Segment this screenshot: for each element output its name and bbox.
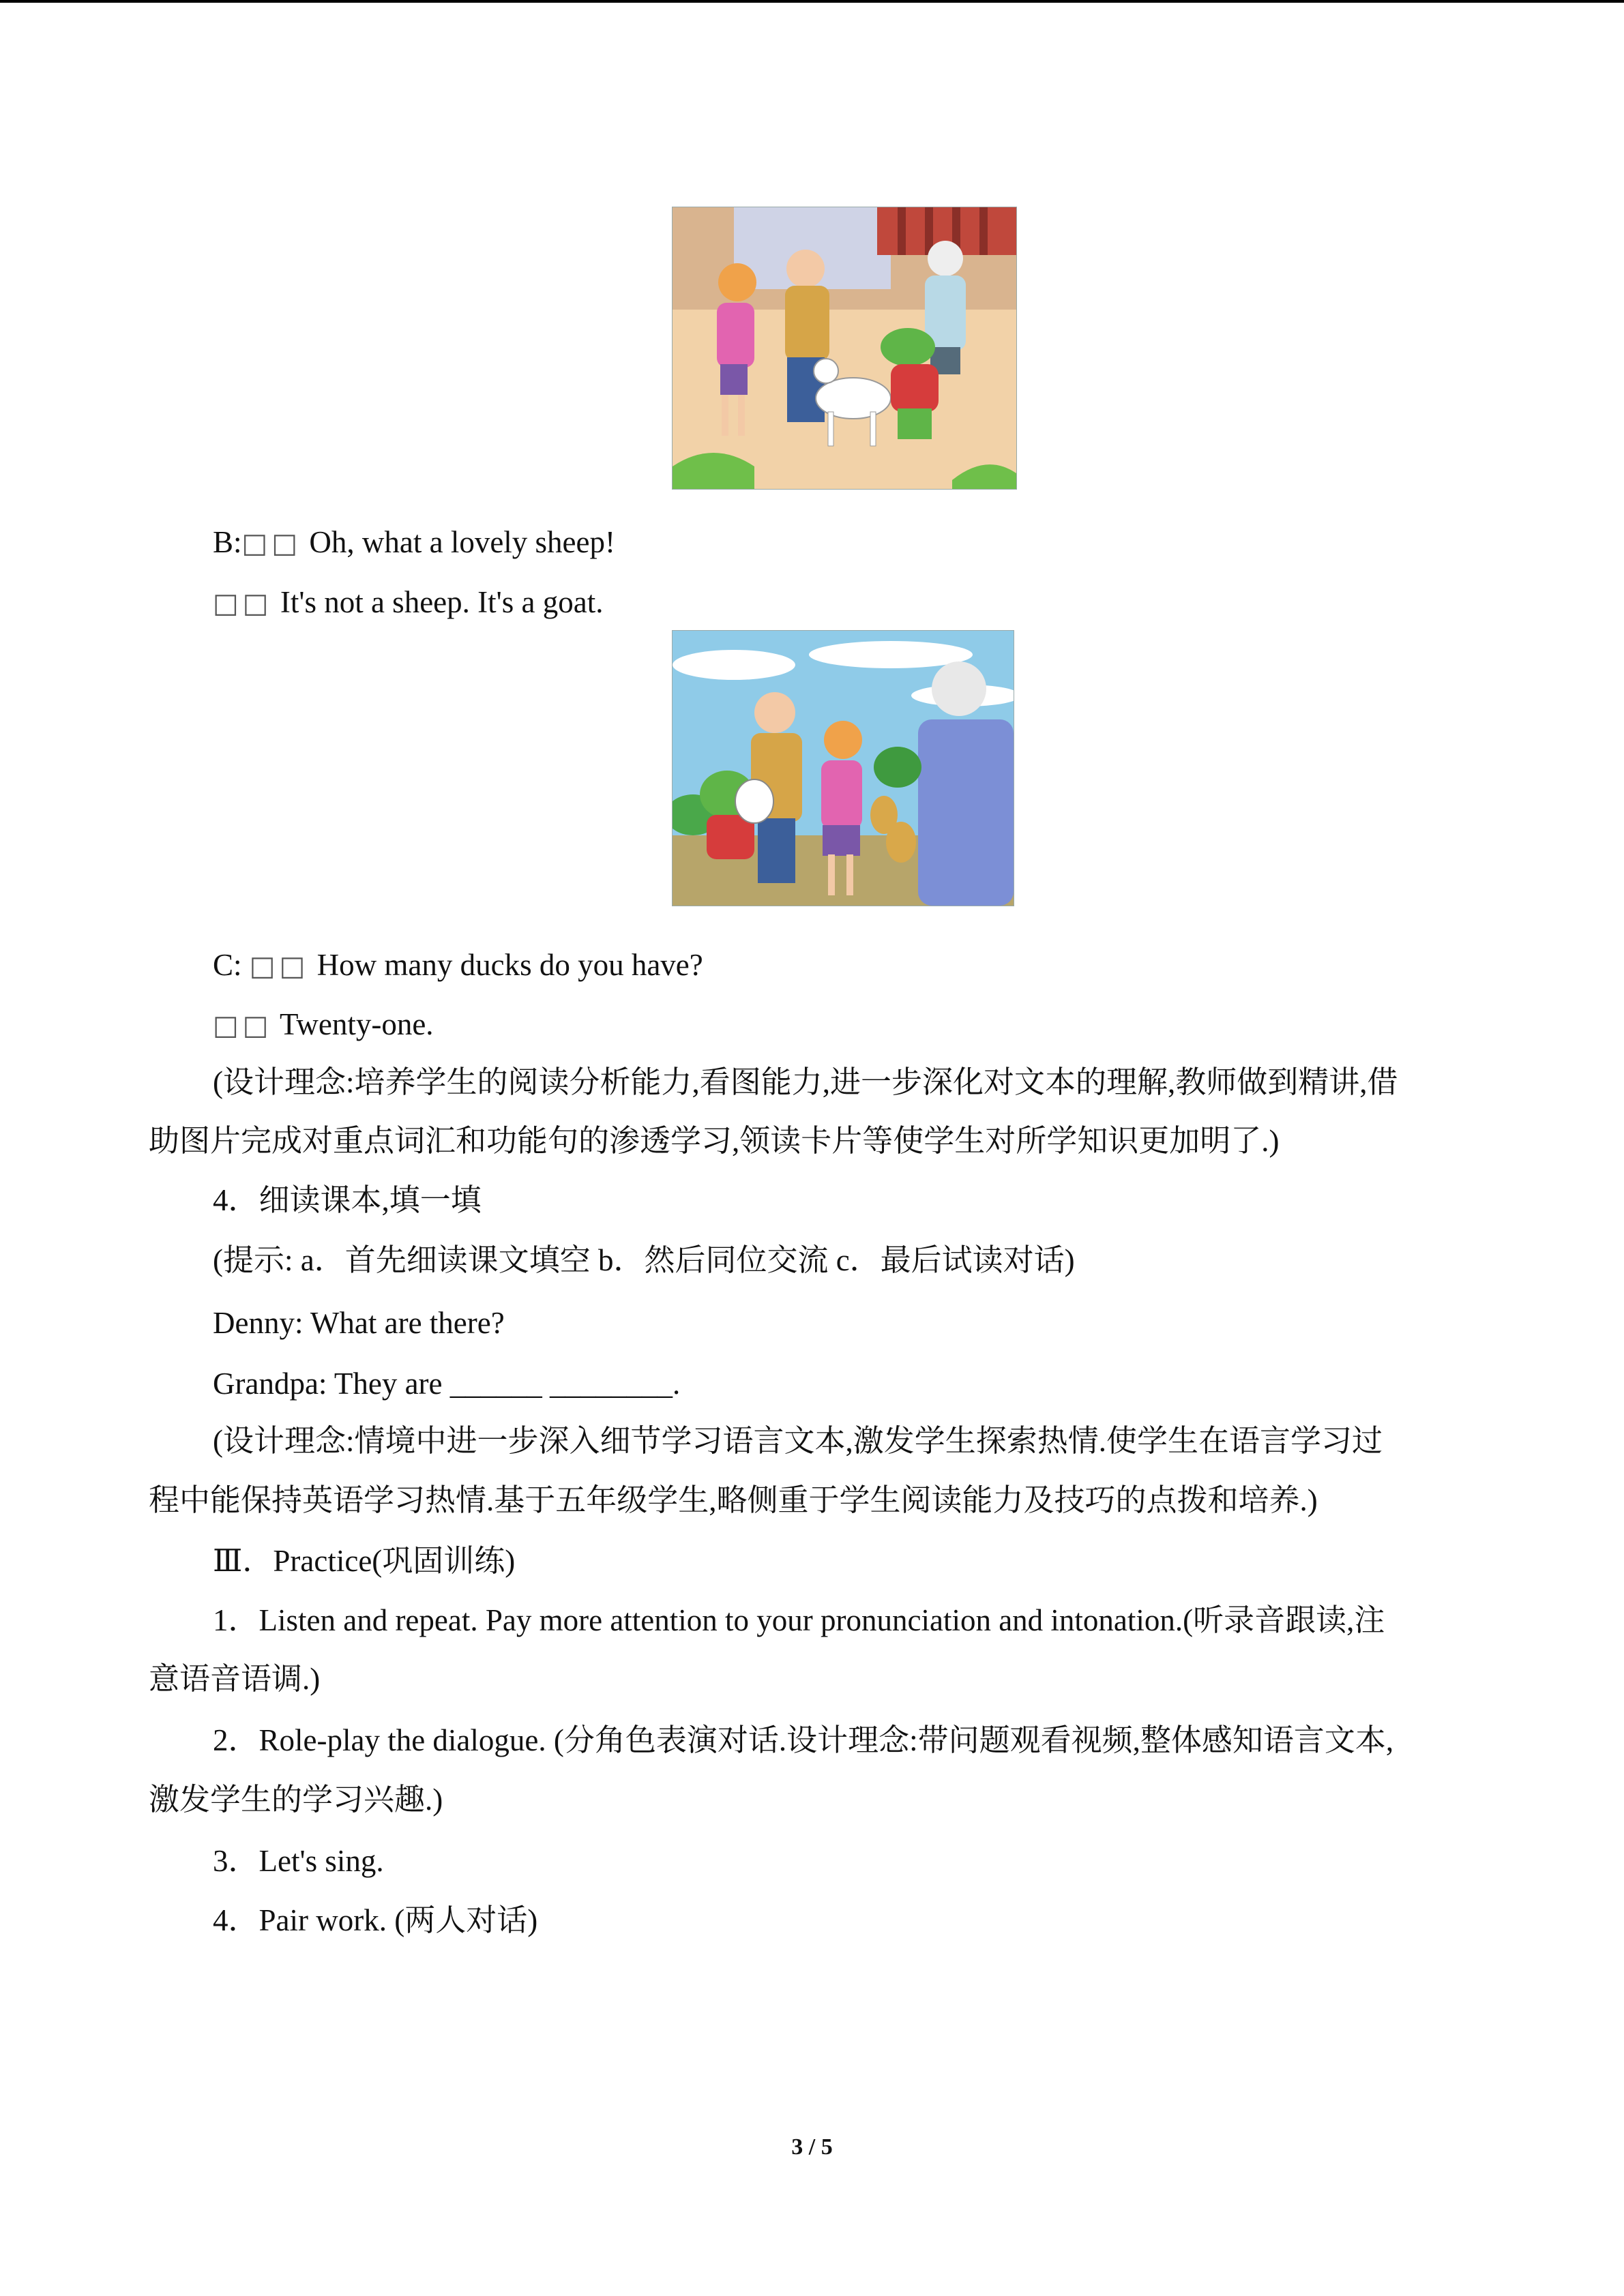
goat-scene-illustration [672,207,1017,490]
blank-boxes: □□ [249,951,310,982]
page-number: 3 / 5 [791,2134,833,2160]
blank-boxes: □□ [213,588,273,619]
design-note-2-line-2: 程中能保持英语学习热情.基于五年级学生,略侧重于学生阅读能力及技巧的点拨和培养.) [149,1483,1318,1517]
design-note-1-line-1: (设计理念:培养学生的阅读分析能力,看图能力,进一步深化对文本的理解,教师做到精讲,借 [213,1065,1398,1099]
speaker-label: B: [213,525,242,559]
dialogue-b-line-2 [213,582,603,624]
practice-heading: Ⅲ．Practice(巩固训练) [213,1544,516,1578]
blank-boxes: □□ [213,1010,273,1041]
grandpa-line: Grandpa: They are ______ ________. [213,1367,681,1401]
design-note-2-line-1: (设计理念:情境中进一步深入细节学习语言文本,激发学生探索热情.使学生在语言学习过 [213,1424,1383,1458]
practice-item-1-line-2: 意语音语调.) [149,1662,321,1696]
top-rule [0,0,1624,3]
practice-item-2-line-1: 2．Role-play the dialogue. (分角色表演对话.设计理念:带问题观看视频,整体感知语言文本, [213,1723,1394,1757]
farm-scene-illustration [672,630,1014,906]
practice-item-4: 4．Pair work. (两人对话) [213,1903,538,1937]
dialogue-text: It's not a sheep. It's a goat. [280,585,604,619]
dialogue-text: Twenty-one. [280,1007,434,1041]
dialogue-c-line-1 [213,944,703,987]
design-note-1-line-2: 助图片完成对重点词汇和功能句的渗透学习,领读卡片等使学生对所学知识更加明了.) [149,1124,1280,1158]
speaker-label: C: [213,948,242,982]
dialogue-text: How many ducks do you have? [316,948,703,982]
practice-item-2-line-2: 激发学生的学习兴趣.) [149,1783,443,1817]
dialogue-text: Oh, what a lovely sheep! [309,525,615,559]
dialogue-c-line-2 [213,1004,434,1046]
step4-hint: (提示: a．首先细读课文填空 b．然后同位交流 c．最后试读对话) [213,1243,1075,1277]
dialogue-b-line-1 [213,522,615,564]
practice-item-3: 3．Let's sing. [213,1844,384,1878]
blank-boxes: □□ [241,528,302,559]
step4-title: 4．细读课本,填一填 [213,1183,482,1217]
denny-line: Denny: What are there? [213,1306,505,1340]
practice-item-1-line-1: 1．Listen and repeat. Pay more attention to your pronunciation and intonation.(听录音跟读,注 [213,1603,1385,1637]
